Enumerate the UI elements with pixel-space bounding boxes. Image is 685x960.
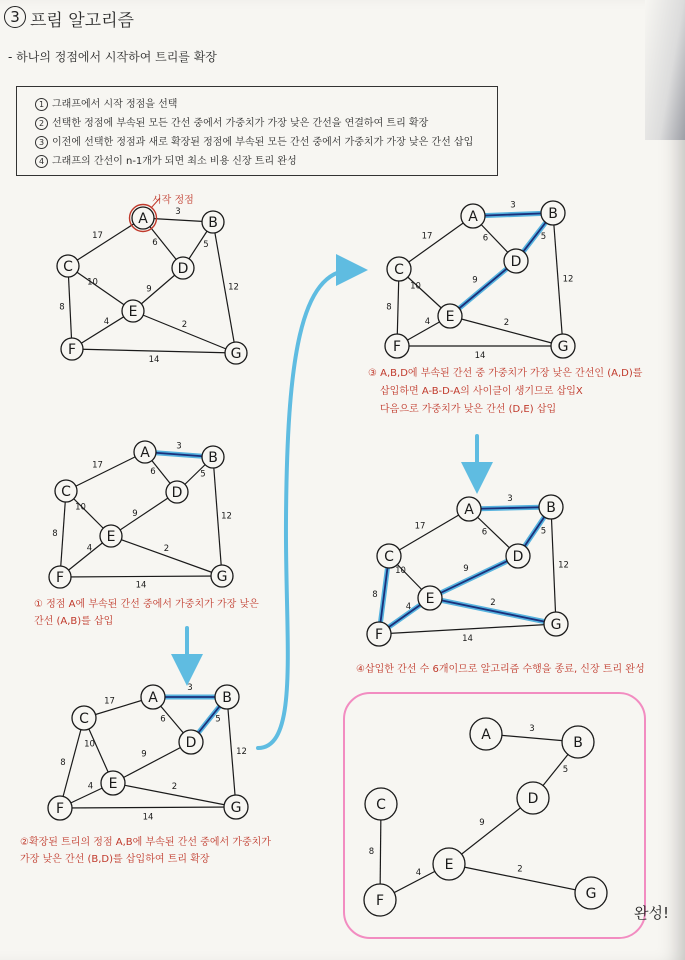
edge-D-E	[430, 556, 518, 598]
weight-A-B: 3	[529, 724, 535, 734]
step-2-number: 2	[35, 117, 48, 130]
node-label-E: E	[128, 304, 138, 320]
weight-B-G: 12	[562, 274, 574, 285]
node-label-B: B	[208, 215, 218, 231]
start-vertex-label: 시작 정점	[152, 195, 194, 206]
weight-E-F: 4	[424, 317, 431, 327]
weight-D-E: 9	[472, 275, 478, 286]
page-subtitle: - 하나의 정점에서 시작하여 트리를 확장	[8, 50, 217, 64]
node-label-B: B	[548, 206, 558, 222]
arrow-step2-to-step3	[258, 270, 352, 748]
edge-B-G	[551, 507, 556, 624]
section-number: 3	[4, 6, 26, 28]
node-label-G: G	[550, 617, 562, 633]
edge-A-C	[399, 216, 473, 269]
edge-B-G	[553, 213, 563, 346]
edge-C-F	[68, 266, 72, 349]
weight-A-D: 6	[150, 467, 156, 477]
graph-step2	[48, 683, 248, 823]
node-label-G: G	[557, 339, 569, 355]
caption-step-1-line-2: 간선 (A,B)를 삽입	[34, 616, 114, 627]
node-label-B: B	[546, 500, 556, 516]
node-label-D: D	[512, 549, 524, 565]
caption-step-1-line-1: ① 정점 A에 부속된 간선 중에서 가중치가 가장 낮은	[34, 599, 259, 610]
edge-C-F	[60, 491, 66, 577]
weight-A-B: 3	[176, 441, 182, 452]
step-3-text: 이전에 선택한 정점과 새로 확장된 정점에 부속된 모든 간선 중에서 가중치가 가장 낮은 간선 삽입	[52, 137, 474, 148]
weight-E-G: 2	[181, 320, 188, 330]
weight-E-G: 2	[163, 544, 170, 554]
weight-A-B: 3	[507, 494, 513, 504]
node-label-F: F	[375, 893, 385, 909]
weight-C-F: 8	[52, 529, 58, 539]
node-label-D: D	[171, 485, 183, 501]
weight-B-D: 5	[215, 714, 221, 725]
edge-E-G	[133, 311, 236, 353]
caption-step-3-line-1: ③ A,B,D에 부속된 간선 중 가중치가 가장 낮은 간선인 (A,D)를	[368, 368, 643, 379]
caption-step-2-line-2: 가장 낮은 간선 (B,D)를 삽입하여 트리 확장	[20, 854, 210, 865]
weight-C-E: 10	[75, 502, 86, 513]
edge-B-G	[227, 697, 236, 807]
node-label-E: E	[445, 309, 455, 325]
caption-step-3-line-2: 삽입하면 A-B-D-A의 사이클이 생기므로 삽입X	[380, 386, 583, 397]
graph-step1	[49, 441, 233, 591]
weight-E-F: 4	[103, 317, 110, 327]
node-label-F: F	[374, 627, 384, 643]
node-label-B: B	[222, 690, 232, 706]
graph-step3	[385, 201, 575, 362]
node-label-C: C	[63, 259, 73, 275]
weight-C-F: 8	[368, 847, 375, 857]
complete-label: 완성!	[634, 904, 669, 922]
graph-step4	[367, 494, 569, 646]
edge-D-E	[113, 742, 191, 783]
weight-A-D: 6	[160, 714, 166, 725]
edge-D-E	[450, 261, 516, 316]
weight-C-F: 8	[60, 758, 66, 768]
weight-C-F: 8	[59, 302, 65, 313]
node-label-G: G	[230, 800, 242, 816]
weight-E-F: 4	[86, 543, 93, 554]
node-label-A: A	[148, 690, 158, 706]
node-label-D: D	[177, 261, 189, 277]
edge-C-E	[68, 266, 133, 311]
weight-A-C: 17	[92, 460, 103, 471]
node-label-E: E	[444, 857, 454, 873]
node-label-E: E	[108, 776, 118, 792]
weight-B-D: 5	[562, 765, 569, 775]
node-label-G: G	[585, 886, 597, 902]
weight-B-D: 5	[203, 240, 209, 250]
step-1-number: 1	[35, 98, 48, 111]
graphs	[48, 198, 607, 916]
weight-B-G: 12	[221, 511, 232, 522]
weight-E-G: 2	[171, 782, 178, 792]
node-label-G: G	[216, 569, 228, 585]
node-label-A: A	[138, 211, 148, 227]
weight-E-F: 4	[87, 781, 94, 792]
weight-C-E: 10	[84, 739, 95, 750]
weight-B-D: 5	[200, 469, 206, 480]
edge-D-E	[111, 492, 177, 536]
node-label-A: A	[468, 209, 478, 225]
weight-E-G: 2	[503, 318, 510, 328]
weight-F-G: 14	[142, 812, 154, 823]
weight-D-E: 9	[132, 509, 138, 519]
edge-E-G	[111, 536, 222, 576]
caption-step-3-line-3: 다음으로 가중치가 낮은 간선 (D,E) 삽입	[380, 404, 557, 415]
weight-A-C: 17	[421, 231, 433, 242]
weight-E-G: 2	[490, 598, 496, 608]
weight-B-G: 12	[228, 282, 239, 293]
graph-final	[364, 718, 607, 916]
node-label-C: C	[376, 797, 386, 813]
caption-step-2-line-1: ②확장된 트리의 정점 A,B에 부속된 간선 중에서 가중치가	[20, 837, 271, 848]
weight-A-C: 17	[92, 231, 103, 241]
weight-A-D: 6	[481, 527, 488, 538]
weight-E-G: 2	[517, 864, 523, 875]
weight-D-E: 9	[479, 818, 485, 828]
edge-F-G	[60, 576, 222, 577]
step-4-number: 4	[35, 155, 48, 168]
weight-F-G: 14	[474, 351, 486, 361]
node-label-F: F	[55, 570, 65, 586]
node-label-D: D	[527, 791, 539, 807]
weight-A-D: 6	[152, 238, 158, 248]
node-label-D: D	[510, 254, 522, 270]
node-label-E: E	[106, 529, 116, 545]
node-label-C: C	[79, 711, 89, 727]
edge-F-G	[60, 807, 236, 808]
weight-D-E: 9	[141, 749, 147, 760]
node-label-G: G	[230, 346, 242, 362]
weight-D-E: 9	[146, 284, 152, 295]
step-2-text: 선택한 정점에 부속된 모든 간선 중에서 가중치가 가장 낮은 간선을 연결하여 트리 확장	[52, 118, 429, 129]
weight-A-C: 17	[104, 696, 115, 707]
caption-step-4: ④삽입한 간선 수 6개이므로 알고리즘 수행을 종료, 신장 트리 완성	[356, 664, 645, 675]
edge-F-G	[379, 624, 556, 634]
node-label-F: F	[392, 339, 402, 355]
node-label-D: D	[185, 735, 197, 751]
weight-B-D: 5	[540, 232, 547, 242]
node-label-A: A	[481, 727, 491, 743]
node-label-F: F	[55, 801, 65, 817]
weight-E-F: 4	[405, 602, 412, 612]
page-title: 프림 알고리즘	[30, 11, 134, 31]
step-1-text: 그래프에서 시작 정점을 선택	[52, 99, 178, 110]
weight-C-F: 8	[372, 590, 378, 600]
weight-C-E: 10	[87, 277, 98, 288]
weight-A-D: 6	[482, 233, 489, 244]
node-label-A: A	[464, 502, 474, 518]
weight-B-G: 12	[236, 747, 247, 757]
weight-C-E: 10	[410, 281, 421, 292]
edge-F-G	[72, 349, 236, 353]
node-label-B: B	[208, 450, 218, 466]
node-label-F: F	[67, 342, 77, 358]
weight-F-G: 14	[148, 355, 160, 365]
edge-A-C	[66, 452, 145, 491]
weight-E-F: 4	[415, 868, 422, 878]
step-4-text: 그래프의 간선이 n-1개가 되면 최소 비용 신장 트리 완성	[52, 156, 297, 167]
node-label-B: B	[573, 735, 583, 751]
weight-F-G: 14	[135, 580, 147, 591]
node-label-A: A	[140, 445, 150, 461]
weight-A-C: 17	[414, 521, 426, 532]
node-label-C: C	[394, 262, 404, 278]
weight-A-B: 3	[175, 207, 181, 217]
graph-initial	[57, 198, 247, 365]
weight-B-G: 12	[558, 560, 569, 571]
weight-D-E: 9	[463, 564, 469, 574]
node-label-C: C	[384, 549, 394, 565]
step-3-number: 3	[35, 136, 48, 149]
weight-A-B: 3	[510, 200, 516, 211]
edge-A-C	[389, 509, 469, 556]
weight-A-B: 3	[187, 683, 193, 693]
weight-B-D: 5	[540, 526, 547, 537]
weight-C-F: 8	[386, 302, 392, 313]
weight-F-G: 14	[462, 634, 473, 644]
node-label-E: E	[425, 591, 435, 607]
node-label-C: C	[61, 484, 71, 500]
weight-C-E: 10	[395, 566, 406, 576]
